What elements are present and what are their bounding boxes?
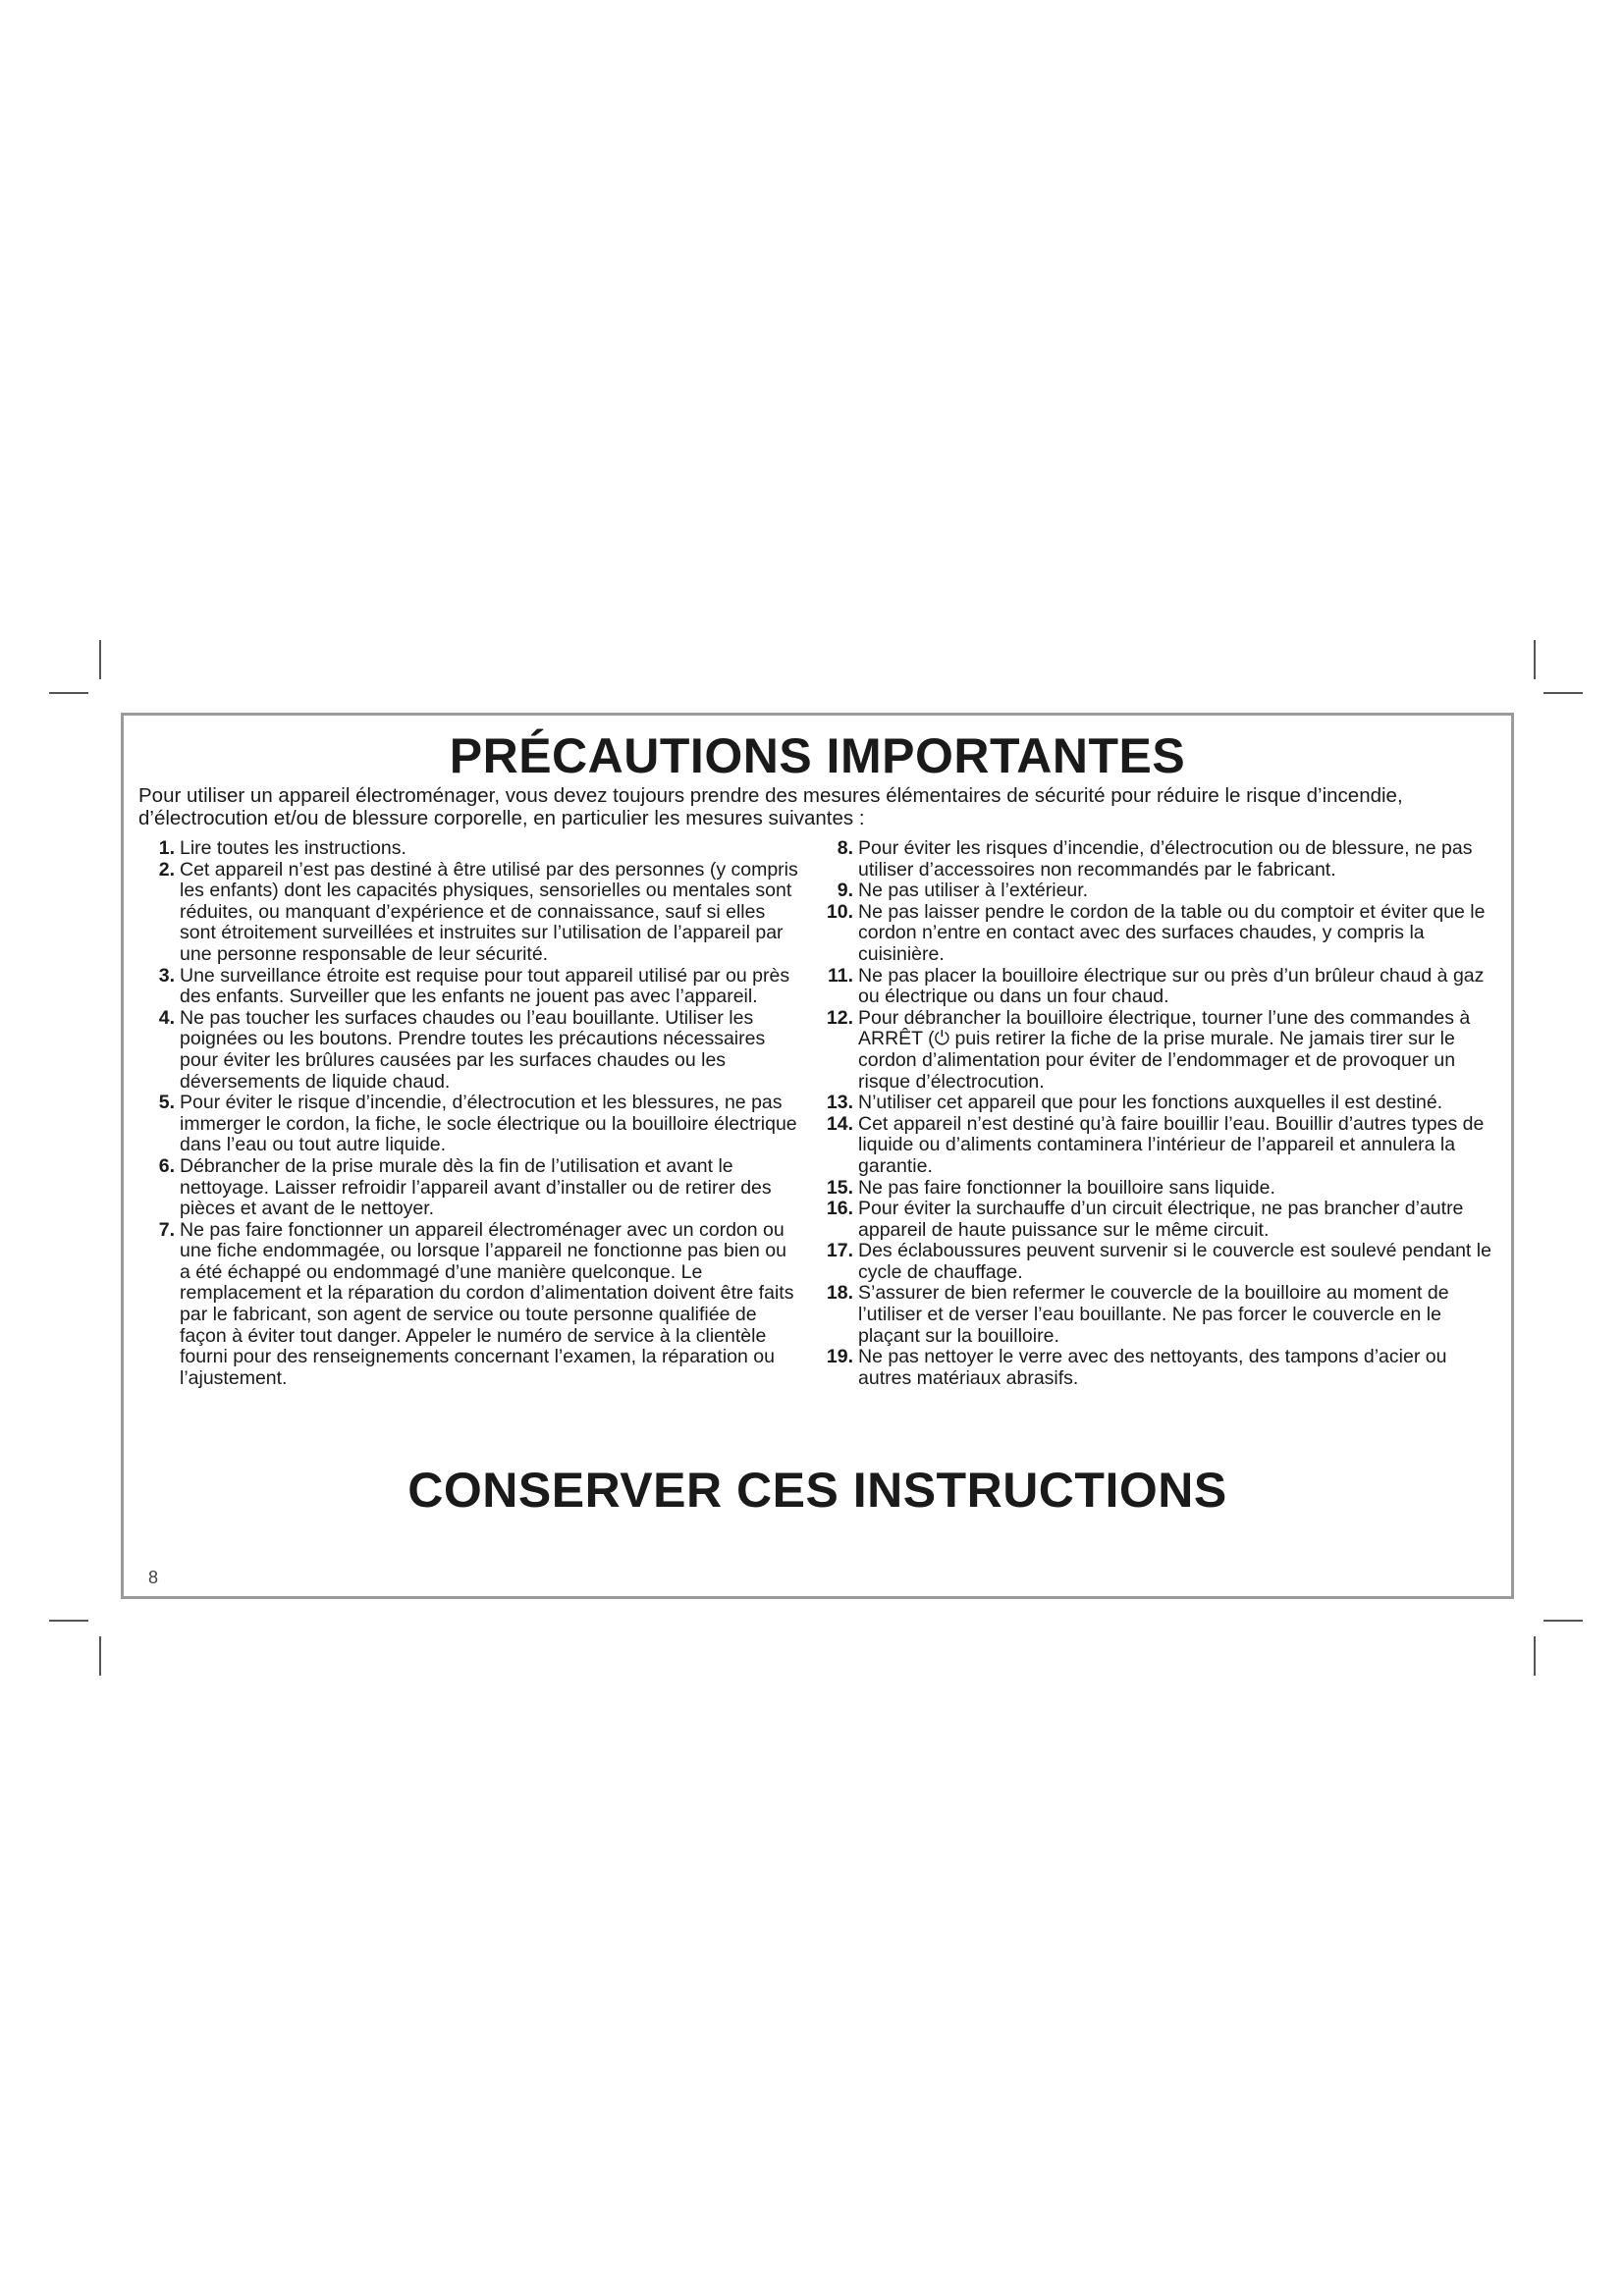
list-item-number: 16.	[826, 1198, 853, 1220]
list-item-text: Ne pas faire fonctionner la bouilloire sans liquide.	[858, 1176, 1275, 1199]
list-item-text: Pour éviter le risque d’incendie, d’électrocution et les blessures, ne pas immerger le cordon, la fiche, le socle électrique ou la bouilloire électrique dans l’eau ou tout autre liquide.	[180, 1092, 797, 1156]
list-item	[816, 966, 1503, 1008]
list-item-number: 17.	[826, 1240, 853, 1262]
list-item	[816, 902, 1503, 966]
list-item	[816, 1178, 1503, 1200]
list-item	[137, 1220, 801, 1390]
list-item-text: Lire toutes les instructions.	[180, 837, 406, 859]
list-item-number: 14.	[826, 1112, 853, 1135]
list-item-number: 13.	[826, 1092, 853, 1114]
list-item-number: 1.	[158, 837, 175, 859]
list-item-number: 3.	[158, 964, 175, 987]
intro-paragraph: Pour utiliser un appareil électroménager, vous devez toujours prendre des mesures élémentaires de sécurité pour réduire le risque d’incendie, d’électrocution et/ou de blessure corporelle, en particulier les mesures suivantes :	[138, 784, 1403, 829]
list-item	[816, 1093, 1503, 1114]
list-item	[816, 1347, 1503, 1389]
list-item	[816, 1199, 1503, 1241]
precautions-list-left	[137, 838, 801, 1389]
list-item-number: 11.	[827, 964, 853, 987]
list-item-number: 4.	[158, 1006, 175, 1029]
list-item	[137, 966, 801, 1008]
list-item	[816, 881, 1503, 902]
list-item-number: 19.	[826, 1346, 853, 1368]
list-item-text: Ne pas nettoyer le verre avec des nettoyants, des tampons d’acier ou autres matériaux abrasifs.	[858, 1346, 1447, 1389]
crop-mark-top-right-vertical	[1534, 640, 1536, 679]
crop-mark-top-right-horizontal	[1543, 692, 1583, 694]
list-item-number: 7.	[158, 1218, 175, 1241]
list-item-text: S’assurer de bien refermer le couvercle de la bouilloire au moment de l’utiliser et de verser l’eau bouillante. Ne pas forcer le couvercle en le plaçant sur la bouilloire.	[858, 1282, 1449, 1347]
list-item	[137, 838, 801, 860]
list-item-number: 8.	[837, 837, 853, 859]
list-item-number: 15.	[826, 1176, 853, 1199]
precautions-list-right	[816, 838, 1503, 1389]
list-item-text: Pour éviter les risques d’incendie, d’électrocution ou de blessure, ne pas utiliser d’accessoires non recommandés par le fabricant.	[858, 837, 1473, 881]
list-item-number: 5.	[158, 1092, 175, 1114]
list-item-text: Des éclaboussures peuvent survenir si le couvercle est soulevé pendant le cycle de chauffage.	[858, 1240, 1491, 1283]
list-item-text: Ne pas toucher les surfaces chaudes ou l’eau bouillante. Utiliser les poignées ou les boutons. Prendre toutes les précautions nécessaires pour éviter les brûlures causées par les surfaces chaudes ou les déversements de liquide chaud.	[180, 1006, 766, 1093]
crop-mark-bottom-right-horizontal	[1543, 1620, 1583, 1622]
page-title: PRÉCAUTIONS IMPORTANTES	[449, 728, 1186, 783]
list-item-number: 10.	[826, 900, 853, 923]
list-item-number: 2.	[158, 858, 175, 881]
page-number: 8	[148, 1568, 159, 1587]
list-item-text: N’utiliser cet appareil que pour les fonctions auxquelles il est destiné.	[858, 1092, 1443, 1114]
list-item-number: 9.	[837, 880, 853, 902]
list-item	[137, 1156, 801, 1220]
list-item	[816, 1008, 1503, 1093]
list-item-text: Ne pas faire fonctionner un appareil électroménager avec un cordon ou une fiche endommagée, ou lorsque l’appareil ne fonctionne pas bien ou a été échappé ou endommagé d’une manière quelconque. Le remplacement et la réparation du cordon d’alimentation doivent être faits par le fabricant, son agent de service ou toute personne qualifiée de façon à éviter tout danger. Appeler le numéro de service à la clientèle fourni pour des renseignements concernant l’examen, la réparation ou l’ajustement.	[180, 1218, 794, 1389]
list-item-text: Pour débrancher la bouilloire électrique, tourner l’une des commandes à ARRÊT (⏻ puis retirer la fiche de la prise murale. Ne jamais tirer sur le cordon d’alimentation pour éviter de l’endommager et de provoquer un risque d’électrocution.	[858, 1006, 1471, 1093]
list-item-number: 12.	[826, 1006, 853, 1029]
list-item-text: Débrancher de la prise murale dès la fin de l’utilisation et avant le nettoyage. Laisser refroidir l’appareil avant d’installer ou de retirer des pièces et avant de le nettoyer.	[180, 1154, 772, 1220]
footer-title: CONSERVER CES INSTRUCTIONS	[407, 1463, 1227, 1518]
list-item	[816, 1283, 1503, 1347]
list-item-text: Ne pas laisser pendre le cordon de la table ou du comptoir et éviter que le cordon n’entre en contact avec des surfaces chaudes, y compris la cuisinière.	[858, 900, 1486, 965]
crop-mark-top-left-vertical	[99, 640, 101, 679]
crop-mark-top-left-horizontal	[49, 692, 88, 694]
list-item-number: 18.	[826, 1282, 853, 1305]
list-item-text: Cet appareil n’est pas destiné à être utilisé par des personnes (y compris les enfants) dont les capacités physiques, sensorielles ou mentales sont réduites, ou manquant d’expérience et de connaissance, sauf si elles sont étroitement surveillées et instruites sur l’utilisation de l’appareil par une personne responsable de leur sécurité.	[180, 858, 798, 965]
list-item	[137, 1093, 801, 1156]
list-item-text: Pour éviter la surchauffe d’un circuit électrique, ne pas brancher d’autre appareil de haute puissance sur le même circuit.	[858, 1198, 1464, 1241]
crop-mark-bottom-left-horizontal	[49, 1620, 88, 1622]
list-item	[816, 838, 1503, 881]
crop-mark-bottom-right-vertical	[1534, 1636, 1536, 1676]
list-item	[137, 860, 801, 966]
list-item	[816, 1114, 1503, 1178]
list-item-text: Ne pas placer la bouilloire électrique sur ou près d’un brûleur chaud à gaz ou électrique ou dans un four chaud.	[858, 964, 1485, 1008]
crop-mark-bottom-left-vertical	[99, 1636, 101, 1676]
list-item-text: Ne pas utiliser à l’extérieur.	[858, 880, 1089, 902]
list-item	[137, 1008, 801, 1093]
safety-panel	[121, 713, 1514, 1599]
list-item-number: 6.	[158, 1154, 175, 1177]
list-item-text: Une surveillance étroite est requise pour tout appareil utilisé par ou près des enfants. Surveiller que les enfants ne jouent pas avec l’appareil.	[180, 964, 790, 1008]
list-item	[816, 1241, 1503, 1283]
list-item-text: Cet appareil n’est destiné qu’à faire bouillir l’eau. Bouillir d’autres types de liquide ou d’aliments contaminera l’intérieur de l’appareil et annulera la garantie.	[858, 1112, 1485, 1177]
